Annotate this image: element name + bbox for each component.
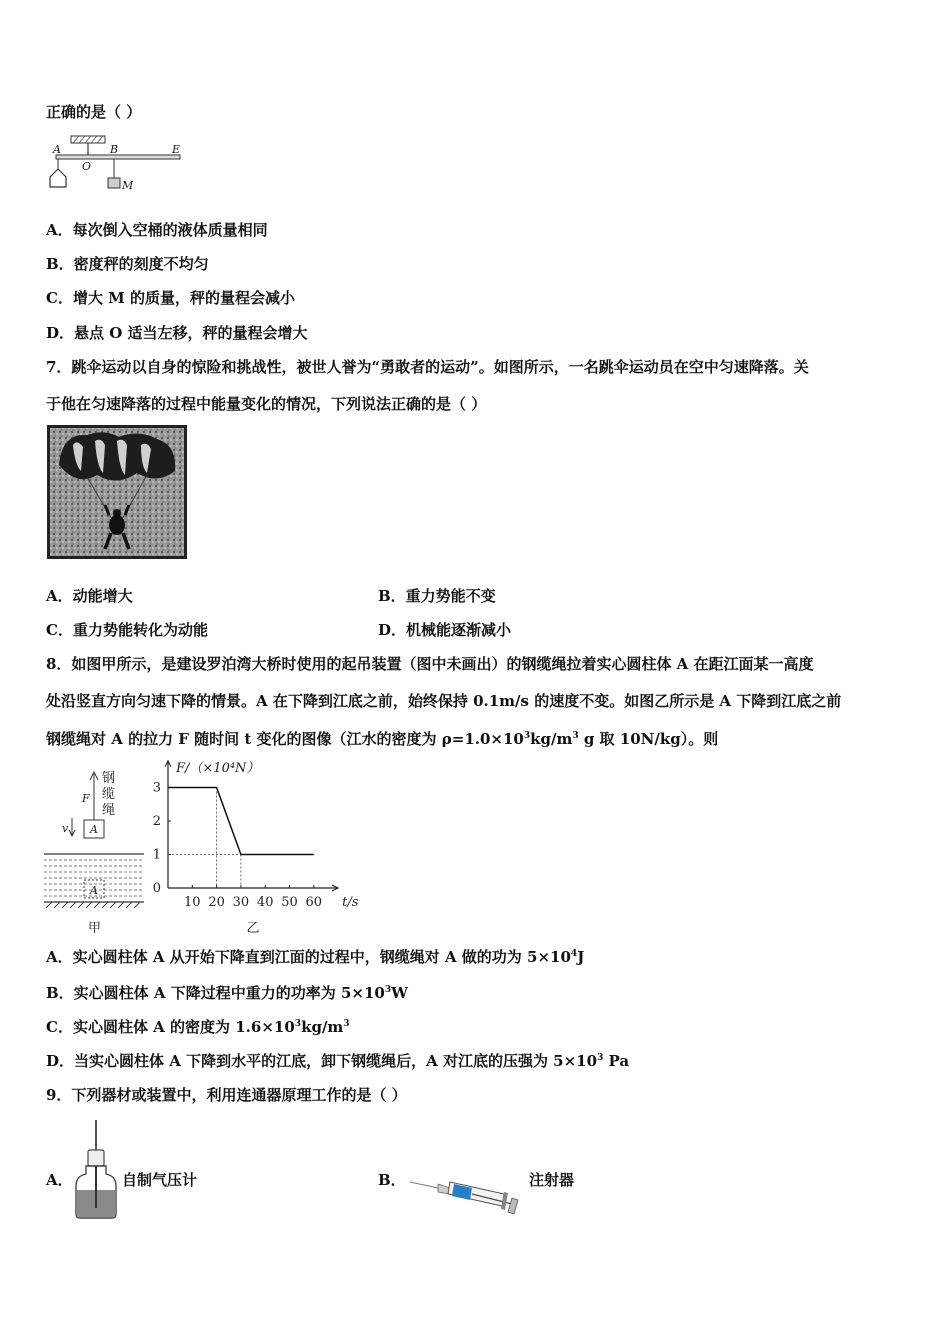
label-a: A [53,143,61,156]
x-tick-label: 50 [281,895,298,910]
y-tick-label: 1 [152,847,161,863]
rope-label-1: 钢 [102,771,116,786]
q8-stem-line3: 钢缆绳对 A 的拉力 F 随时间 t 变化的图像（江水的密度为 $\rho=1.0\times 10^3kg/m^3$ g 取 10N/kg）。则 [46,730,719,748]
q9-option-a-letter: A． [46,1171,73,1189]
label-o: O [82,160,92,173]
q6-option-c: C．增大 M 的质量，秤的量程会减小 [46,289,295,307]
lever-figure [44,133,190,195]
q7-option-a: A．动能增大 [46,587,133,605]
q6-option-a: A．每次倒入空桶的液体质量相同 [46,221,268,239]
q8-option-a: A．实心圆柱体 A 从开始下降直到江面的过程中，钢缆绳对 A 做的功为 $5\times 10^4J$ [46,948,585,966]
q8-stem-line1: 8．如图甲所示，是建设罗泊湾大桥时使用的起吊装置（图中未画出）的钢缆绳拉着实心圆柱体 A 在距江面某一高度 [46,655,814,673]
figure-jia [44,768,150,938]
q9-option-b-label: 注射器 [529,1171,575,1189]
y-tick-label: 2 [152,814,161,829]
q9-option-a-label: 自制气压计 [122,1171,198,1189]
velocity-label: v [62,822,69,835]
q9-stem: 9．下列器材或装置中，利用连通器原理工作的是（ ） [46,1086,407,1104]
figure-jia-caption: 甲 [88,921,102,936]
block-a-label: A [90,823,98,836]
q7-option-b: B．重力势能不变 [378,587,496,605]
label-e: E [172,143,181,156]
rope-label-2: 缆 [102,787,116,802]
q8-stem-line2: 处沿竖直方向匀速下降的情景。A 在下降到江底之前，始终保持 0.1m/s 的速度不变。如图乙所示是 A 下降到江底之前 [46,692,842,710]
force-label: F [82,792,90,805]
x-tick-label: 40 [256,895,274,910]
bucket [50,169,66,187]
q7-stem-line2: 于他在匀速降落的过程中能量变化的情况，下列说法正确的是（ ） [46,395,487,413]
q8-option-c: C．实心圆柱体 A 的密度为 $1.6\times 10^3kg/m^3$ [46,1018,350,1036]
series-line-F [168,788,314,855]
y-tick-label: 0 [152,881,161,896]
q7-option-c: C．重力势能转化为动能 [46,621,208,639]
x-tick-label: 30 [232,895,250,910]
chart-caption: 乙 [246,921,260,936]
label-m: M [122,179,134,192]
syringe-icon [408,1170,524,1220]
y-tick-label: 3 [152,780,161,796]
label-b: B [110,143,119,156]
x-tick-label: 20 [208,895,225,910]
q7-option-d: D．机械能逐渐减小 [378,621,512,639]
q7-stem-line1: 7．跳伞运动以自身的惊险和挑战性，被世人誉为“勇敢者的运动”。如图所示，一名跳伞运动员在空中匀速降落。关 [46,358,809,376]
q8-option-b: B．实心圆柱体 A 下降过程中重力的功率为 $5\times 10^3W$ [46,984,408,1002]
intro-line: 正确的是（ ） [46,103,142,121]
parachute-photo [47,425,187,559]
q6-option-b: B．密度秤的刻度不均匀 [46,255,209,273]
q9-option-b-letter: B． [378,1171,406,1189]
figure-yi-chart [150,758,370,938]
svg-text:A: A [90,884,98,897]
weight-m [108,178,120,188]
barometer-icon [72,1118,122,1220]
x-axis-label: t/s [342,895,359,910]
q8-option-d: D．当实心圆柱体 A 下降到水平的江底，卸下钢缆绳后，A 对江底的压强为 $5\times 10^3$ Pa [46,1052,630,1070]
x-tick-label: 60 [305,895,323,910]
rope-label-3: 绳 [102,803,116,818]
y-axis-label: F/（×10⁴N） [176,761,260,776]
q6-option-d: D．悬点 O 适当左移，秤的量程会增大 [46,324,308,342]
x-tick-label: 10 [184,895,201,910]
